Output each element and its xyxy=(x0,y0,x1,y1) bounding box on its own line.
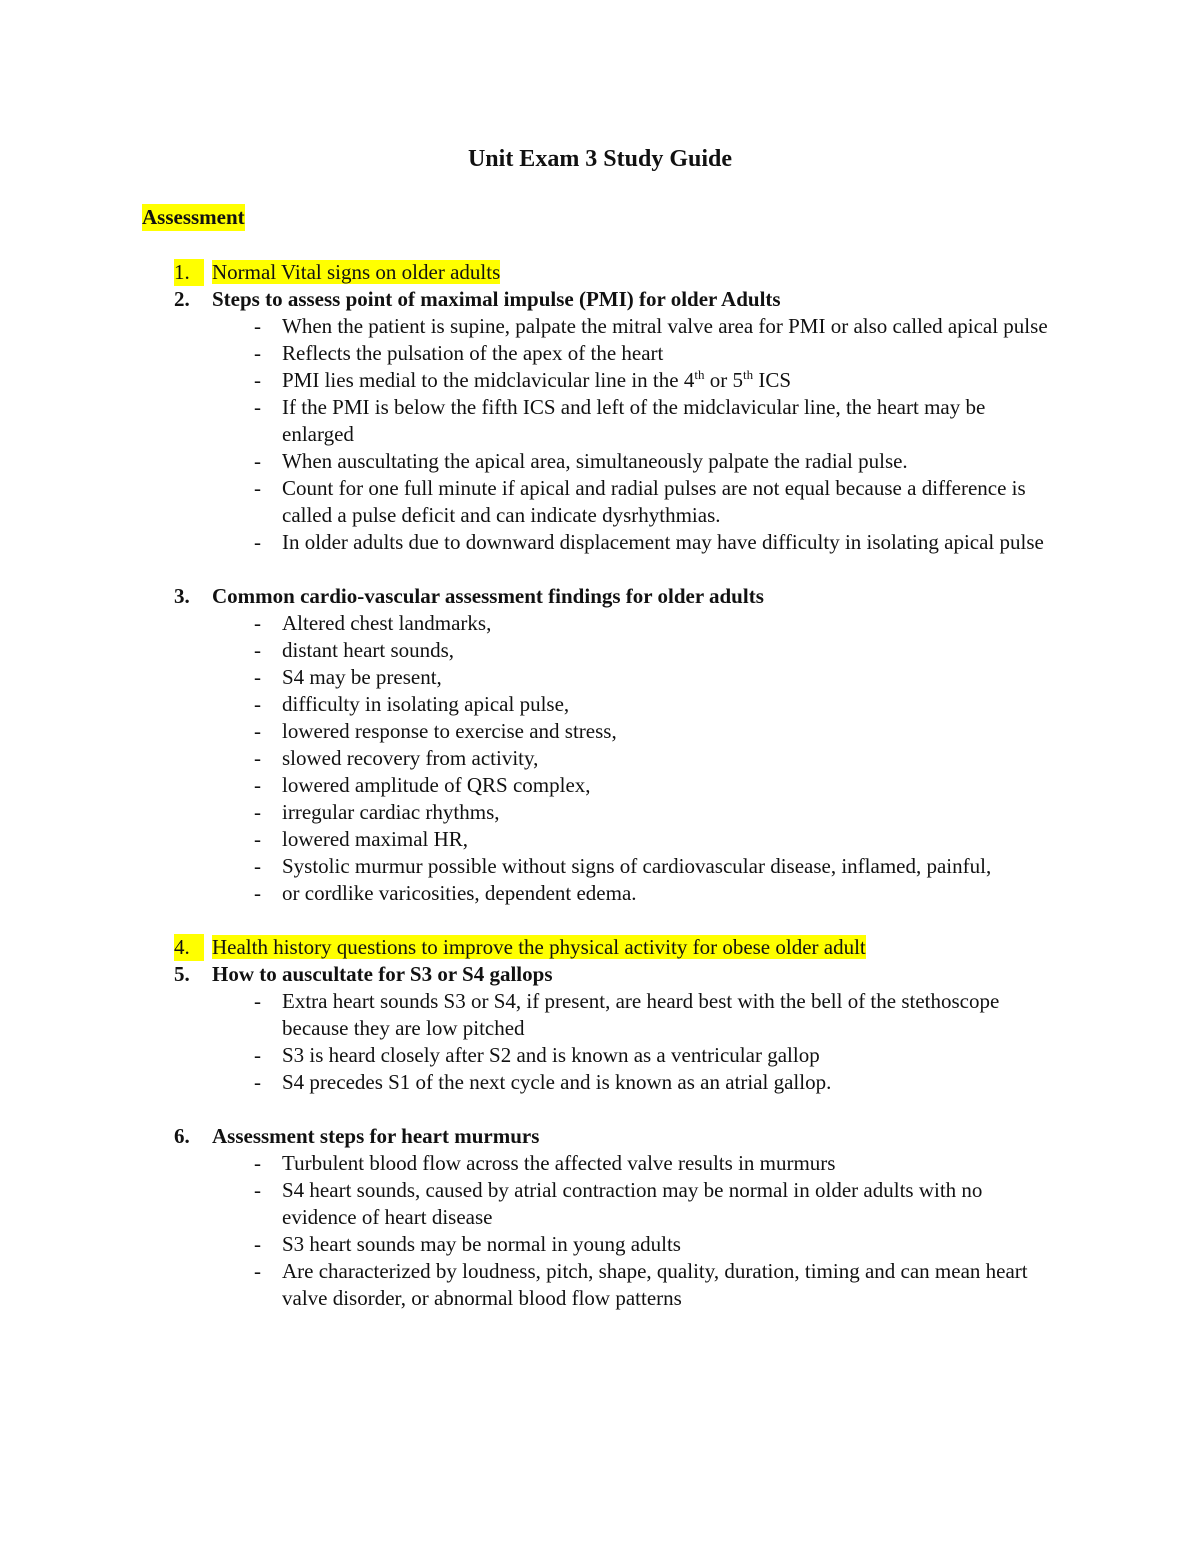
bullet-item xyxy=(0,988,1200,1042)
bullet-item xyxy=(0,1150,1200,1177)
bullet-text: In older adults due to downward displacement may have difficulty in isolating apical pulse xyxy=(282,530,1044,554)
list-item-5 xyxy=(0,961,1200,1096)
dash-marker: - xyxy=(254,341,261,365)
bullet-item xyxy=(0,1042,1200,1069)
dash-marker: - xyxy=(254,881,261,905)
bullet-list xyxy=(0,1150,1200,1312)
bullet-text: lowered maximal HR, xyxy=(282,827,469,851)
dash-marker: - xyxy=(254,638,261,662)
item-heading xyxy=(0,259,1200,286)
item-heading xyxy=(0,961,1200,988)
bullet-item xyxy=(0,637,1200,664)
bullet-text: distant heart sounds, xyxy=(282,638,455,662)
dash-marker: - xyxy=(254,1232,261,1256)
bullet-text: lowered amplitude of QRS complex, xyxy=(282,773,591,797)
item-number: 5. xyxy=(174,962,190,986)
bullet-item xyxy=(0,799,1200,826)
item-heading-text: How to auscultate for S3 or S4 gallops xyxy=(212,962,553,986)
bullet-item xyxy=(0,1177,1200,1231)
bullet-text: When the patient is supine, palpate the mitral valve area for PMI or also called apical pulse xyxy=(282,314,1048,338)
bullet-item xyxy=(0,448,1200,475)
bullet-item xyxy=(0,1258,1200,1312)
bullet-text: Turbulent blood flow across the affected valve results in murmurs xyxy=(282,1151,836,1175)
dash-marker: - xyxy=(254,476,261,500)
bullet-text: lowered response to exercise and stress, xyxy=(282,719,617,743)
bullet-item xyxy=(0,691,1200,718)
bullet-item xyxy=(0,880,1200,907)
blank-line xyxy=(0,556,1200,583)
bullet-item xyxy=(0,826,1200,853)
bullet-text: S4 heart sounds, caused by atrial contraction may be normal in older adults with no evidence of heart disease xyxy=(282,1178,983,1229)
dash-marker: - xyxy=(254,827,261,851)
bullet-text: S3 is heard closely after S2 and is known as a ventricular gallop xyxy=(282,1043,820,1067)
dash-marker: - xyxy=(254,854,261,878)
item-heading xyxy=(0,934,1200,961)
dash-marker: - xyxy=(254,1178,261,1202)
dash-marker: - xyxy=(254,395,261,419)
dash-marker: - xyxy=(254,746,261,770)
list-item-2 xyxy=(0,286,1200,556)
list-item-1 xyxy=(0,259,1200,286)
bullet-text: Reflects the pulsation of the apex of the heart xyxy=(282,341,664,365)
bullet-item xyxy=(0,718,1200,745)
bullet-item xyxy=(0,745,1200,772)
dash-marker: - xyxy=(254,1259,261,1283)
bullet-list xyxy=(0,610,1200,907)
bullet-item xyxy=(0,367,1200,394)
bullet-text: slowed recovery from activity, xyxy=(282,746,539,770)
bullet-text: or cordlike varicosities, dependent edema. xyxy=(282,881,637,905)
bullet-item xyxy=(0,340,1200,367)
dash-marker: - xyxy=(254,314,261,338)
item-heading-text: Normal Vital signs on older adults xyxy=(212,260,501,284)
list-item-3 xyxy=(0,583,1200,907)
bullet-text: When auscultating the apical area, simultaneously palpate the radial pulse. xyxy=(282,449,908,473)
bullet-text: PMI lies medial to the midclavicular line in the 4th or 5th ICS xyxy=(282,367,792,392)
bullet-text: S4 precedes S1 of the next cycle and is known as an atrial gallop. xyxy=(282,1070,832,1094)
bullet-item xyxy=(0,1231,1200,1258)
bullet-text: Are characterized by loudness, pitch, shape, quality, duration, timing and can mean heart valve disorder, or abnormal blood flow patterns xyxy=(282,1259,1028,1310)
dash-marker: - xyxy=(254,1070,261,1094)
bullet-item xyxy=(0,610,1200,637)
document-title: Unit Exam 3 Study Guide xyxy=(467,146,733,172)
item-heading-text: Common cardio-vascular assessment findings for older adults xyxy=(212,584,764,608)
bullet-item xyxy=(0,853,1200,880)
item-heading-text: Assessment steps for heart murmurs xyxy=(212,1124,540,1148)
item-number: 3. xyxy=(174,584,190,608)
item-heading xyxy=(0,583,1200,610)
dash-marker: - xyxy=(254,449,261,473)
bullet-text: Extra heart sounds S3 or S4, if present, are heard best with the bell of the stethoscope because they are low pitched xyxy=(282,989,1000,1040)
bullet-text: Systolic murmur possible without signs of cardiovascular disease, inflamed, painful, xyxy=(282,854,992,878)
item-heading xyxy=(0,286,1200,313)
dash-marker: - xyxy=(254,1151,261,1175)
item-number: 4. xyxy=(174,934,204,961)
bullet-text: If the PMI is below the fifth ICS and left of the midclavicular line, the heart may be enlarged xyxy=(282,395,986,446)
dash-marker: - xyxy=(254,773,261,797)
bullet-text: Altered chest landmarks, xyxy=(282,611,492,635)
dash-marker: - xyxy=(254,611,261,635)
bullet-text: difficulty in isolating apical pulse, xyxy=(282,692,570,716)
section-heading-assessment: Assessment xyxy=(142,205,245,229)
dash-marker: - xyxy=(254,989,261,1013)
bullet-item xyxy=(0,1069,1200,1096)
bullet-item xyxy=(0,394,1200,448)
item-number: 2. xyxy=(174,287,190,311)
bullet-item xyxy=(0,313,1200,340)
bullet-item xyxy=(0,529,1200,556)
blank-line xyxy=(0,907,1200,934)
item-number: 1. xyxy=(174,259,204,286)
dash-marker: - xyxy=(254,665,261,689)
dash-marker: - xyxy=(254,719,261,743)
bullet-list xyxy=(0,988,1200,1096)
item-heading-text: Health history questions to improve the physical activity for obese older adult xyxy=(212,935,866,959)
dash-marker: - xyxy=(254,368,261,392)
bullet-text: irregular cardiac rhythms, xyxy=(282,800,500,824)
list-item-4 xyxy=(0,934,1200,961)
dash-marker: - xyxy=(254,800,261,824)
dash-marker: - xyxy=(254,692,261,716)
list-item-6 xyxy=(0,1123,1200,1312)
bullet-item xyxy=(0,664,1200,691)
bullet-text: S3 heart sounds may be normal in young adults xyxy=(282,1232,681,1256)
item-heading-text: Steps to assess point of maximal impulse (PMI) for older Adults xyxy=(212,287,781,311)
item-list xyxy=(0,259,1200,1312)
dash-marker: - xyxy=(254,1043,261,1067)
bullet-text: Count for one full minute if apical and radial pulses are not equal because a difference is called a pulse deficit and can indicate dysrhythmias. xyxy=(282,476,1026,527)
bullet-text: S4 may be present, xyxy=(282,665,442,689)
item-number: 6. xyxy=(174,1124,190,1148)
bullet-list xyxy=(0,313,1200,556)
dash-marker: - xyxy=(254,530,261,554)
bullet-item xyxy=(0,772,1200,799)
bullet-item xyxy=(0,475,1200,529)
blank-line xyxy=(0,1096,1200,1123)
item-heading xyxy=(0,1123,1200,1150)
